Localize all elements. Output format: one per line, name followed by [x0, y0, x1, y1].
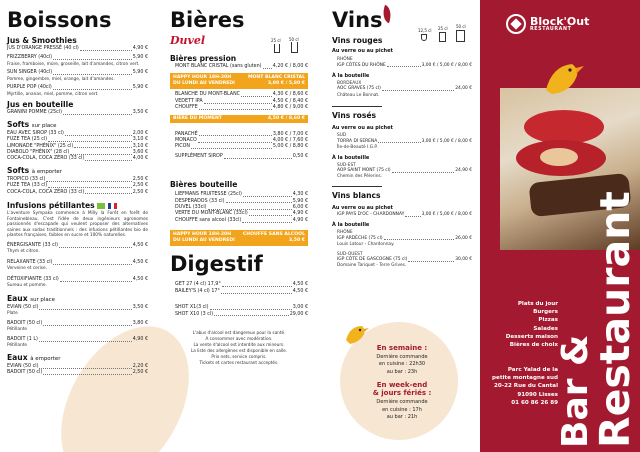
menu-item: MONACO 4,00 € / 7,60 € [175, 138, 308, 144]
boissons-title: Boissons [7, 8, 112, 32]
section-pression: Bières pression [170, 54, 237, 63]
boissons-column [7, 0, 148, 377]
region-label: SUD-OUEST [337, 251, 363, 257]
menu-item: FUZE TEA (25 cl) 3,10 € [7, 137, 148, 143]
section-bouteille: Bières bouteille [170, 180, 238, 190]
menu-item: BADOIT (1 L) 4,90 € [7, 337, 148, 343]
services-list: Plats du jour Burgers Pizzas Salades Desserts maison Bières de choix [505, 301, 558, 349]
infusions-description: L'aventure Sympaka commence à Milly la Forêt en forêt de Fontainebleau. C'est l'idée de deux ingénieurs agronomes passionnés d'escapade qui veulent proposer des alternatives saines aux sodas traditionnels : des infusions pétillantes bio de plantes françaises, faibles en sucre et 100% naturelles. [7, 211, 148, 239]
restaurant-title: Restaurant [591, 191, 639, 448]
menu-item: IGP CÔTE DE GASCOGNE (75 cl) 30,00 € [337, 257, 472, 263]
digestif-title: Digestif [170, 252, 263, 277]
divider [332, 106, 382, 107]
glass-25-icon [274, 44, 280, 53]
item-description: Château Le Bonnat. [337, 92, 380, 98]
section-jus-bouteille: Jus en bouteille [7, 100, 74, 110]
logo-name: Block'Out [530, 15, 590, 28]
menu-item: PURPLE POP (40cl) 5,90 € [7, 85, 148, 91]
menu-item: PANACHÉ 3,80 € / 7,00 € [175, 131, 308, 137]
item-description: Louis Latour - Chardonnay. [337, 241, 395, 247]
menu-item: AOC GRAVES (75 cl) 24,00 € [337, 86, 472, 92]
pitcher-large-icon [456, 30, 465, 42]
weekend-title: En week-end & jours fériés : [372, 381, 432, 398]
region-label: RHÔNE [337, 57, 353, 62]
section-vins-rouges: Vins rouges [332, 36, 383, 45]
duvel-logo: Duvel [170, 34, 206, 47]
menu-item: BAILEY'S (4 cl) 17° 4,50 € [175, 288, 308, 294]
subsection-label: À la bouteille [332, 154, 370, 161]
bar-title: Bar & [555, 334, 596, 448]
bieres-title: Bières [170, 8, 245, 32]
item-description: Sureau et pomme. [7, 283, 47, 289]
address: Parc Yalad de la petite montagne sud 20-22 Rue du Cantal 91090 Lisses 01 60 86 26 89 [492, 367, 558, 406]
menu-item: AOP SAINT MONT (75 cl) 24,90 € [337, 168, 472, 174]
item-description: Pomme, gingembre, miel, orange, lait d'amandes. [7, 76, 115, 82]
weekend-text: Dernière commande en cuisine : 17h au bar : 21h [376, 399, 428, 421]
menu-item: EAU AVEC SIROP (33 cl) 2,00 € [7, 130, 148, 136]
menu-item: SHOT X1(3 cl) 3,00 € [175, 305, 308, 311]
yellow-bird-icon [542, 56, 586, 100]
menu-item: FRIZZBERRY (40cl) 5,90 € [7, 55, 148, 61]
vol-25-label: 25 cl [271, 38, 281, 43]
section-infusions: Infusions pétillantes [7, 201, 148, 211]
subsection-label: Au verre ou au pichet [332, 48, 393, 54]
menu-item: BADOIT (50 cl) 3,80 € [7, 321, 148, 327]
menu-item: GRANINI POMME (25cl) 3,50 € [7, 110, 148, 116]
subsection-label: À la bouteille [332, 222, 370, 229]
menu-item: SUPPLÉMENT SIROP 0,50 € [175, 153, 308, 159]
region-label: RHÔNE [337, 230, 353, 236]
vol-50-label: 50 cl [289, 37, 299, 42]
menu-item: LIMONADE "PHÉNIX" (25 cl) 3,10 € [7, 143, 148, 149]
menu-item: PICON 5,00 € / 8,80 € [175, 144, 308, 150]
menu-item: IGP PAYS D'OC - CHARDONNAY 3,00 € / 5,00 € / 8,00 € [337, 211, 472, 217]
section-softs-place: Softs sur place [7, 119, 57, 129]
menu-item: ÉNERGISANTE (33 cl) 4,50 € [7, 243, 148, 249]
brand-panel [480, 0, 640, 452]
logo-sub: RESTAURANT [530, 27, 572, 32]
menu-item: SHOT X10 (3 cl) 29,00 € [175, 311, 308, 317]
item-description: Thym et citron. [7, 249, 40, 255]
section-jus-smoothies: Jus & Smoothies [7, 36, 77, 45]
logo-icon [506, 14, 526, 34]
vins-column [332, 0, 472, 269]
menu-item: TORRA DI SERENA 3,00 € / 5,00 € / 8,00 € [337, 138, 472, 144]
item-description: Île-de-Beauté I.G.P. [337, 144, 378, 150]
menu-item: DUVEL (33cl) 6,00 € [175, 205, 308, 211]
semaine-title: En semaine : [376, 344, 428, 352]
pitcher-small-icon [439, 32, 446, 42]
bio-leaf-icon [97, 203, 105, 209]
bieres-column [170, 0, 308, 366]
menu-item: DESPERADOS (33 cl) 5,90 € [175, 198, 308, 204]
biere-du-moment-banner: BIÈRE DU MOMENT 4,50 € / 8,60 € [170, 115, 308, 123]
menu-item: COCA-COLA, COCA ZÉRO (33 cl) 4,00 € [7, 156, 148, 162]
subsection-label: À la bouteille [332, 72, 370, 79]
region-label: BORDEAUX [337, 80, 362, 86]
menu-item: DIABOLO "PHÉNIX" (28 cl) 3,60 € [7, 150, 148, 156]
subsection-label: Au verre ou au pichet [332, 125, 393, 132]
menu-item: IGP CÔTES DU RHÔNE 3,00 € / 5,00 € / 8,00 € [337, 62, 472, 68]
item-description: Plate [7, 311, 18, 317]
item-description: Myrtille, ananas, miel, pomme, citron vert. [7, 91, 99, 97]
menu-item: TROPICO (33 cl) 2,50 € [7, 176, 148, 182]
menu-item: CHOUFFE sans alcool (33cl) 4,90 € [175, 217, 308, 223]
item-description: Fraise, framboise, mûre, groseille, lait d'amandes, citron vert. [7, 61, 140, 67]
vins-title: Vins [332, 8, 383, 32]
menu-item: BADOIT (50 cl) 2,50 € [7, 370, 148, 376]
section-vins-blancs: Vins blancs [332, 190, 381, 200]
section-softs-emporter: Softs à emporter [7, 165, 62, 175]
menu-item: BLANCHE DU MONT-BLANC 4,30 € / 8,60 € [175, 92, 308, 98]
glass-50-icon [291, 42, 298, 53]
menu-item: VERTE DU MONT-BLANC (33cl) 4,90 € [175, 211, 308, 217]
section-vins-roses: Vins rosés [332, 111, 377, 121]
item-description: Chemin des Pèlerins. [337, 174, 383, 180]
menu-item: CHOUFFE 4,80 € / 9,00 € [175, 105, 308, 111]
bar-restaurant-title [555, 172, 639, 452]
happy-hour-banner: HAPPY HOUR 18H-20H DU LUNDI AU VENDREDI MONT BLANC CRISTAL 3,00 € / 5,80 € [170, 73, 308, 89]
menu-item: VEDETT IPA 4,50 € / 8,40 € [175, 98, 308, 104]
menu-item: EVIAN (50 cl) 3,50 € [7, 305, 148, 311]
item-description: Pétillante [7, 343, 28, 349]
happy-hour-banner-2: HAPPY HOUR 18H-20H DU LUNDI AU VENDREDI CHOUFFE SANS ALCOOL 3,50 € [170, 230, 308, 246]
item-description: Domaine Tariquet - Terre Grives. [337, 263, 407, 269]
menu-item: RELAXANTE (33 cl) 4,50 € [7, 260, 148, 266]
vol-25-label: 25 cl [438, 26, 448, 31]
menu-item: COCA-COLA, COCA ZÉRO (33 cl) 2,50 € [7, 189, 148, 195]
menu-item: GET 27 (4 cl) 17,9° 4,50 € [175, 282, 308, 288]
vol-50-label: 50 cl [456, 24, 466, 29]
section-eaux-place: Eaux sur place [7, 294, 55, 304]
semaine-text: Dernière commande en cuisine : 22h30 au bar : 23h [376, 354, 428, 375]
logo [506, 14, 589, 34]
wine-glass-icon [421, 34, 427, 41]
menu-item: SUN SINGER (40cl) 5,90 € [7, 70, 148, 76]
divider [332, 186, 382, 187]
subsection-label: Au verre ou au pichet [332, 204, 393, 211]
item-description: Pétillante [7, 327, 28, 333]
menu-item: JUS D'ORANGE PRESSÉ (40 cl) 4,90 € [7, 46, 148, 51]
menu-item: MONT BLANC CRISTAL (sans gluten) 4,20 € / 8,00 € [175, 64, 308, 69]
menu-item: DÉTOXIFIANTE (33 cl) 4,50 € [7, 277, 148, 283]
menu-item: EVIAN (50 cl) 2,20 € [7, 364, 148, 370]
menu-item: IGP ARDÈCHE (75 cl) 26,00 € [337, 235, 472, 241]
menu-item: LIEFMANS FRUITESSE (25cl) 4,30 € [175, 192, 308, 198]
item-description: Verveine et cerise. [7, 266, 48, 272]
region-label: SUD-EST [337, 162, 356, 168]
menu-item: FUZE TEA (33 cl) 2,50 € [7, 183, 148, 189]
legal-notice: L'abus d'alcool est dangereux pour la santé. A consommer avec modération. La vente d'alcool est interdite aux mineurs. La liste des allergènes est disponible en salle. Prix nets, service compris. Tickets et cartes restaurant acceptés. [190, 329, 288, 365]
region-label: SUD [337, 133, 347, 139]
section-eaux-emporter: Eaux à emporter [7, 353, 61, 363]
vol-12-label: 12,5 cl [418, 28, 432, 33]
french-flag-icon [108, 203, 117, 209]
hours-block [362, 344, 442, 421]
